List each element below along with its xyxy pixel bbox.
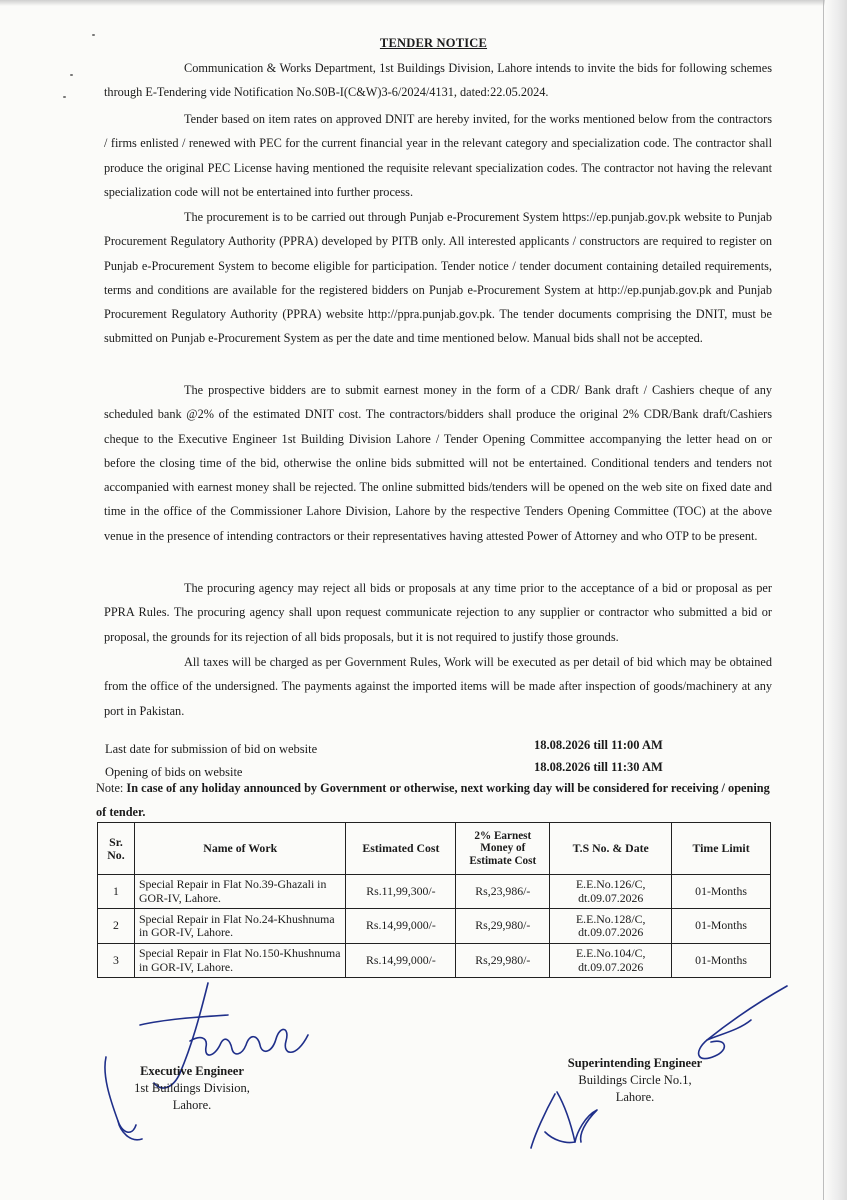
signatory-title: Superintending Engineer [567, 1056, 703, 1070]
signatory-city: Lahore. [615, 1090, 655, 1104]
cell-estimated-cost: Rs.11,99,300/- [346, 875, 456, 909]
scan-speck [63, 96, 66, 98]
header-time-limit: Time Limit [672, 823, 771, 875]
header-name-of-work: Name of Work [134, 823, 346, 875]
cell-work-name: Special Repair in Flat No.24-Khushnuma in GOR-IV, Lahore. [134, 909, 346, 944]
header-estimated-cost: Estimated Cost [346, 823, 456, 875]
paragraph-eligibility: Tender based on item rates on approved DNIT are hereby invited, for the works mentioned below from the contractors / firms enlisted / renewed with PEC for the current financial year in the relevant category and specialization code. The contractor shall produce the original PEC License having mentioned the requisite relevant specialization codes. The contractor not having the relevant specialization code will not be entertained into further process. [104, 112, 772, 199]
cell-time-limit: 01-Months [672, 875, 771, 909]
scan-speck [70, 74, 73, 76]
header-sr-no: Sr. No. [98, 823, 135, 875]
cell-ts-no: E.E.No.126/C, dt.09.07.2026 [550, 875, 672, 909]
holiday-note [96, 776, 772, 824]
signatory-title: Executive Engineer [140, 1064, 244, 1078]
submission-datetime: 18.08.2026 till 11:00 AM [534, 738, 663, 752]
table-row [98, 909, 771, 944]
note-text: In case of any holiday announced by Government or otherwise, next working day will be considered for receiving / opening of tender. [96, 781, 770, 819]
opening-label: Opening of bids on website [105, 765, 243, 779]
header-earnest-money: 2% Earnest Money of Estimate Cost [456, 823, 550, 875]
paragraph-taxes: All taxes will be charged as per Government Rules, Work will be executed as per detail of bid which may be obtained from the office of the undersigned. The payments against the imported items will be made after inspection of goods/machinery at any port in Pakistan. [104, 655, 772, 718]
scan-edge-right [825, 0, 847, 1200]
notice-title: TENDER NOTICE [379, 36, 488, 50]
paragraph-rejection: The procuring agency may reject all bids or proposals at any time prior to the acceptance of a bid or proposal as per PPRA Rules. The procuring agency shall upon request communicate rejection to any supplier or contractor who submitted a bid or proposal, the grounds for its rejection of all bids proposals, but it is not required to justify those grounds. [104, 581, 772, 644]
cell-earnest-money: Rs,29,980/- [456, 909, 550, 944]
scan-edge-top [0, 0, 847, 6]
cell-time-limit: 01-Months [672, 944, 771, 978]
cell-work-name: Special Repair in Flat No.150-Khushnuma in GOR-IV, Lahore. [134, 944, 346, 978]
signatory-office: 1st Buildings Division, [134, 1081, 250, 1095]
cell-earnest-money: Rs,23,986/- [456, 875, 550, 909]
table-row [98, 875, 771, 909]
signatory-city: Lahore. [172, 1098, 212, 1112]
note-label: Note: [96, 781, 124, 795]
cell-ts-no: E.E.No.128/C, dt.09.07.2026 [550, 909, 672, 944]
paragraph-intro: Communication & Works Department, 1st Buildings Division, Lahore intends to invite the bids for following schemes through E-Tendering vide Notification No.S0B-I(C&W)3-6/2024/4131, dated:22.05.2024. [104, 61, 772, 100]
page-edge-line [823, 0, 824, 1200]
superintending-engineer-signatory [550, 1055, 720, 1106]
table-header-row [98, 823, 771, 875]
header-ts-no-date: T.S No. & Date [550, 823, 672, 875]
works-table [97, 822, 771, 978]
executive-engineer-signatory [104, 1063, 280, 1114]
signatory-office: Buildings Circle No.1, [578, 1073, 692, 1087]
cell-ts-no: E.E.No.104/C, dt.09.07.2026 [550, 944, 672, 978]
cell-work-name: Special Repair in Flat No.39-Ghazali in GOR-IV, Lahore. [134, 875, 346, 909]
submission-label: Last date for submission of bid on website [105, 742, 318, 756]
cell-earnest-money: Rs,29,980/- [456, 944, 550, 978]
cell-estimated-cost: Rs.14,99,000/- [346, 944, 456, 978]
table-row [98, 944, 771, 978]
opening-datetime: 18.08.2026 till 11:30 AM [534, 760, 663, 774]
paragraph-procurement: The procurement is to be carried out through Punjab e-Procurement System https://ep.punjab.gov.pk website to Punjab Procurement Regulatory Authority (PPRA) developed by PITB only. All interested applicants / constructors are required to register on Punjab e-Procurement System to become eligible for participation. Tender notice / tender document containing detailed requirements, terms and conditions are available for the registered bidders on Punjab e-Procurement System at http://ep.punjab.gov.pk and Punjab Procurement Regulatory Authority (PPRA) website http://ppra.punjab.gov.pk. The tender documents comprising the DNIT, must be submitted on Punjab e-Procurement System as per the date and time mentioned below. Manual bids shall not be accepted. [104, 210, 772, 346]
cell-time-limit: 01-Months [672, 909, 771, 944]
paragraph-earnest-money: The prospective bidders are to submit earnest money in the form of a CDR/ Bank draft / Cashiers cheque of any scheduled bank @2% of the estimated DNIT cost. The contractors/bidders shall produce the original 2% CDR/Bank draft/Cashiers cheque to the Executive Engineer 1st Building Division Lahore / Tender Opening Committee accompanying the letter head on or before the closing time of the bid, otherwise the online bids submitted will not be entertained. Conditional tenders and tenders not accompanied with earnest money shall be rejected. The online submitted bids/tenders will be opened on the web site on fixed date and time in the office of the Commissioner Lahore Division, Lahore by the respective Tenders Opening Committee (TOC) at the above venue in the presence of intending contractors or their representatives having attested Power of Attorney and who OTP to be present. [104, 383, 772, 543]
cell-estimated-cost: Rs.14,99,000/- [346, 909, 456, 944]
cell-sr: 1 [98, 875, 135, 909]
cell-sr: 2 [98, 909, 135, 944]
cell-sr: 3 [98, 944, 135, 978]
